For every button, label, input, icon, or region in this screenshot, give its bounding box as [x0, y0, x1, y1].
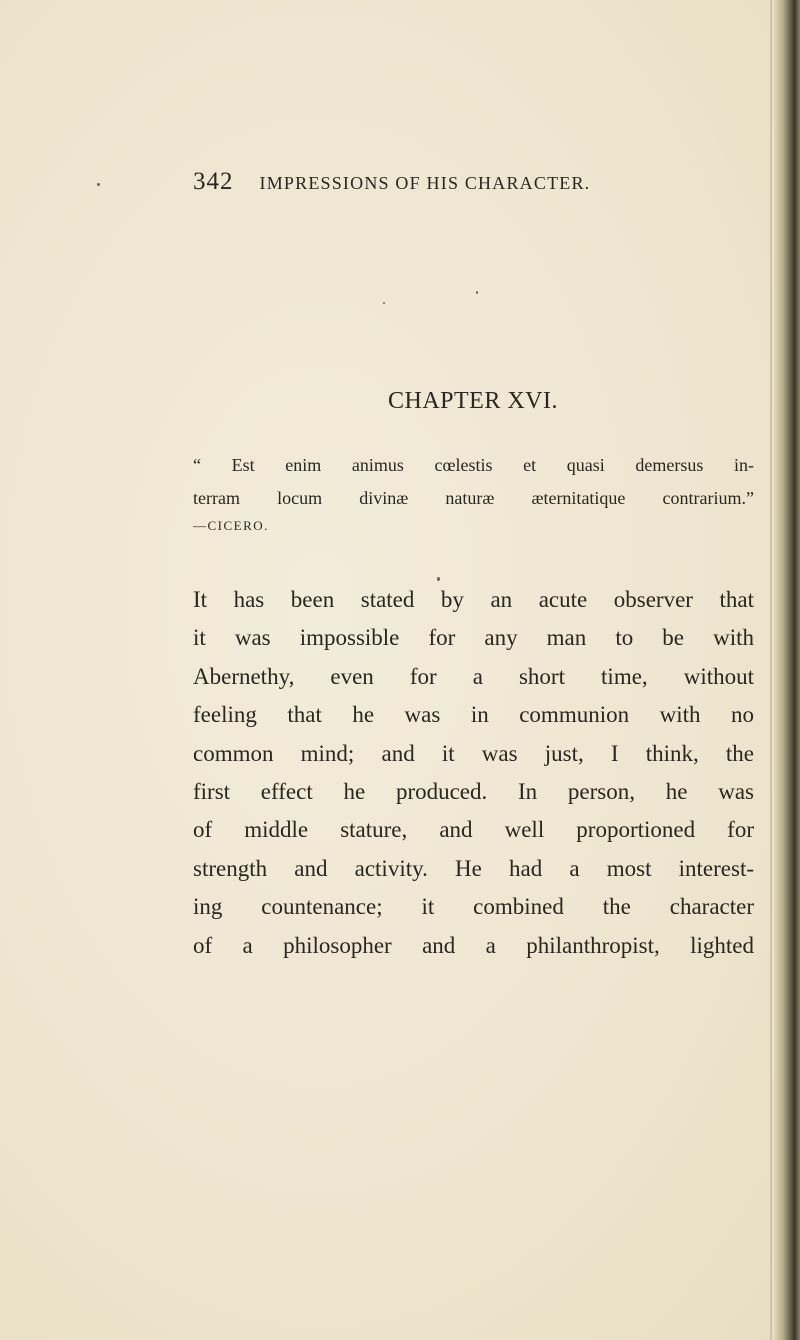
- body-line: strength and activity. He had a most interest-: [193, 855, 754, 881]
- body-line: first effect he produced. In person, he was: [193, 778, 754, 804]
- body-line: of middle stature, and well proportioned for: [193, 817, 754, 843]
- body-line: feeling that he was in communion with no: [193, 702, 754, 728]
- page-edge-line: [770, 0, 772, 1340]
- book-binding-edge: [774, 0, 800, 1340]
- paper-speck: [476, 291, 478, 294]
- body-line: of a philosopher and a philanthropist, lighted: [193, 932, 754, 958]
- running-head: [193, 168, 753, 196]
- epigraph-attribution: —CICERO.: [193, 518, 269, 533]
- body-line: it was impossible for any man to be with: [193, 625, 754, 651]
- epigraph-line: terram locum divinæ naturæ æternitatique contrarium.”: [193, 488, 754, 508]
- epigraph-line: “ Est enim animus cœlestis et quasi demersus in-: [193, 455, 754, 475]
- page-number: 342: [193, 168, 234, 195]
- epigraph: [193, 449, 754, 515]
- running-head-title: IMPRESSIONS OF HIS CHARACTER.: [259, 173, 591, 193]
- body-line: common mind; and it was just, I think, the: [193, 740, 754, 766]
- paper-speck: [383, 302, 385, 304]
- chapter-title: CHAPTER XVI.: [387, 388, 558, 414]
- body-paragraph: [193, 581, 754, 965]
- body-line: ing countenance; it combined the character: [193, 894, 754, 920]
- body-line: It has been stated by an acute observer that: [193, 587, 754, 612]
- paper-speck: [97, 183, 100, 186]
- paper-speck: [437, 577, 440, 581]
- body-line: Abernethy, even for a short time, without: [193, 663, 754, 689]
